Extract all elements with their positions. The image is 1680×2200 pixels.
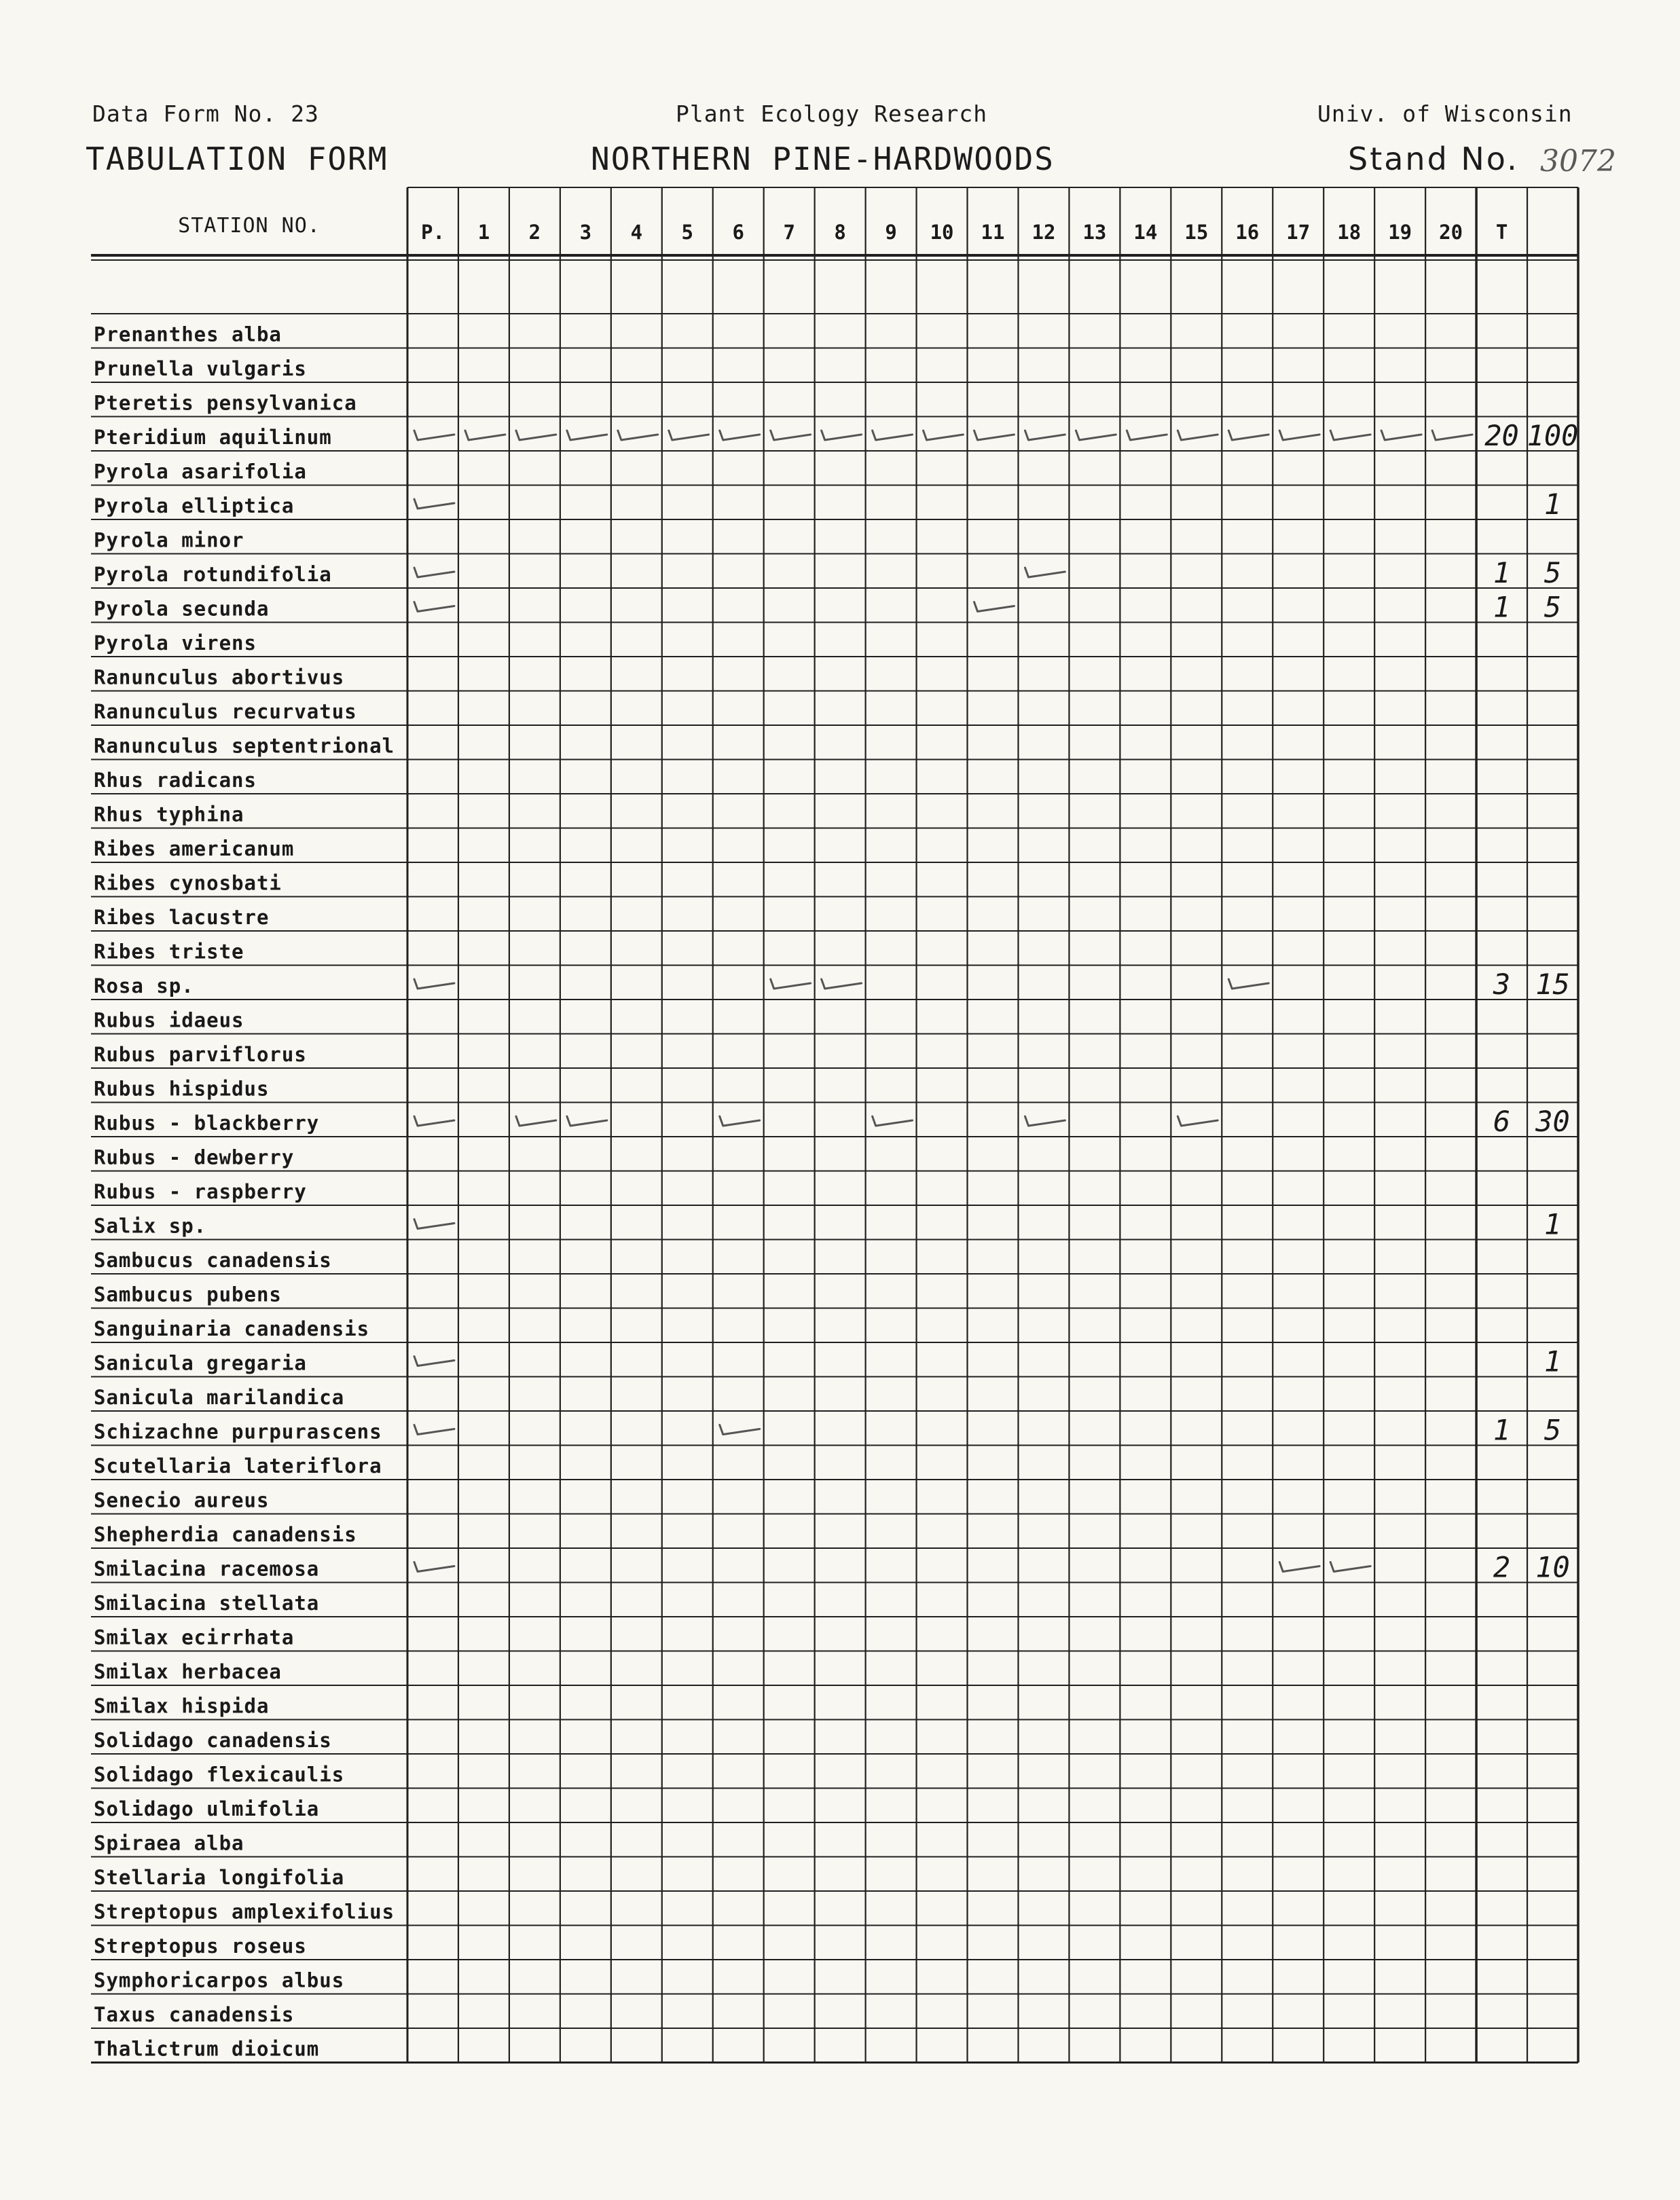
column-header: 1 [477,221,490,244]
species-name: Prunella vulgaris [94,357,307,380]
check-mark [567,1116,607,1126]
total-count: 1 [1493,556,1511,589]
percent-frequency: 100 [1527,419,1579,452]
column-header: 20 [1439,221,1463,244]
percent-frequency: 30 [1535,1105,1570,1138]
check-mark [516,1116,556,1126]
form-subtitle: NORTHERN PINE-HARDWOODS [591,141,1055,177]
percent-frequency: 15 [1535,968,1570,1001]
station-no-label: STATION NO. [178,214,321,238]
species-name: Smilax ecirrhata [94,1626,295,1649]
species-name: Rhus typhina [94,803,244,826]
check-mark [720,1116,760,1126]
column-header: 13 [1082,221,1107,244]
species-name: Solidago canadensis [94,1729,332,1752]
column-header: 17 [1286,221,1311,244]
check-mark [414,979,454,989]
check-mark [873,1116,913,1126]
check-mark [974,602,1015,612]
check-mark [669,430,709,440]
species-name: Solidago flexicaulis [94,1763,345,1786]
species-name: Pteridium aquilinum [94,426,332,449]
total-count: 1 [1493,590,1511,624]
species-name: Solidago ulmifolia [94,1797,320,1820]
total-count: 20 [1484,419,1519,452]
check-mark [1076,430,1116,440]
column-header: 6 [732,221,744,244]
check-mark [974,430,1015,440]
species-name: Ranunculus abortivus [94,665,345,689]
species-name: Stellaria longifolia [94,1866,345,1889]
check-mark [414,1116,454,1126]
species-name: Taxus canadensis [94,2003,295,2026]
species-name: Rubus idaeus [94,1008,244,1032]
percent-frequency: 5 [1544,1413,1562,1447]
percent-frequency: 5 [1544,590,1562,624]
column-header: 11 [981,221,1005,244]
institution: Univ. of Wisconsin [1317,100,1573,127]
species-name: Shepherdia canadensis [94,1523,357,1546]
check-mark [414,430,454,440]
check-mark [822,430,862,440]
species-name: Rubus parviflorus [94,1043,307,1066]
species-name: Ranunculus septentrional [94,734,395,758]
species-name: Pyrola rotundifolia [94,563,332,586]
total-count: 6 [1493,1105,1511,1138]
species-name: Sambucus canadensis [94,1249,332,1272]
check-mark [1279,430,1319,440]
check-mark [414,1220,454,1229]
column-header: 8 [834,221,846,244]
column-header: 15 [1184,221,1209,244]
check-mark [1025,430,1065,440]
check-mark [414,568,454,577]
species-name: Senecio aureus [94,1488,270,1512]
species-name: Rubus - blackberry [94,1112,320,1135]
column-header: 4 [630,221,643,244]
column-header: T [1495,221,1508,244]
species-name: Spiraea alba [94,1831,244,1855]
species-name: Pyrola minor [94,528,244,552]
species-name: Rubus - dewberry [94,1145,295,1169]
column-header: 10 [930,221,954,244]
species-name: Smilax herbacea [94,1660,282,1683]
check-mark [414,1425,454,1435]
check-mark [1127,430,1167,440]
species-name: Smilacina stellata [94,1592,320,1615]
species-name: Rubus - raspberry [94,1180,307,1203]
species-name: Sanicula gregaria [94,1351,307,1375]
species-name: Sanguinaria canadensis [94,1317,370,1340]
percent-frequency: 1 [1544,488,1562,521]
species-name: Streptopus roseus [94,1935,307,1958]
species-name: Ribes cynosbati [94,871,282,895]
check-mark [1228,430,1268,440]
check-mark [618,430,658,440]
species-name: Streptopus amplexifolius [94,1900,395,1924]
percent-frequency: 10 [1535,1550,1570,1584]
total-count: 2 [1493,1550,1511,1584]
species-name: Thalictrum dioicum [94,2037,320,2061]
check-mark [1177,1116,1218,1126]
percent-frequency: 5 [1544,556,1562,589]
species-name: Ribes lacustre [94,906,270,929]
check-mark [720,430,760,440]
column-header: P. [421,221,445,244]
species-name: Smilacina racemosa [94,1557,320,1581]
check-mark [1228,979,1268,989]
column-header: 18 [1337,221,1362,244]
total-count: 3 [1493,968,1511,1001]
species-name: Pyrola elliptica [94,494,295,517]
stand-number: 3072 [1540,144,1616,179]
species-name: Pyrola virens [94,631,257,655]
column-header: 16 [1235,221,1260,244]
column-header: 2 [528,221,541,244]
check-mark [414,1357,454,1366]
check-mark [414,602,454,612]
check-mark [873,430,913,440]
check-mark [1025,1116,1065,1126]
check-mark [414,499,454,509]
species-name: Ranunculus recurvatus [94,700,357,723]
check-mark [1330,1562,1370,1572]
column-header: 14 [1133,221,1158,244]
species-name: Rubus hispidus [94,1077,270,1101]
column-header: 3 [579,221,592,244]
species-name: Salix sp. [94,1214,207,1238]
check-mark [567,430,607,440]
column-header: 9 [885,221,897,244]
lab-name: Plant Ecology Research [676,100,988,127]
check-mark [516,430,556,440]
check-mark [1432,430,1472,440]
check-mark [771,430,811,440]
check-mark [1381,430,1421,440]
check-mark [720,1425,760,1435]
percent-frequency: 1 [1544,1344,1562,1378]
stand-label: Stand No. [1348,141,1519,177]
check-mark [1177,430,1218,440]
species-name: Smilax hispida [94,1694,270,1718]
total-count: 1 [1493,1413,1511,1447]
species-name: Pteretis pensylvanica [94,391,357,415]
check-mark [924,430,964,440]
check-mark [1279,1562,1319,1572]
species-name: Symphoricarpos albus [94,1968,345,1992]
column-header: 7 [783,221,795,244]
check-mark [465,430,505,440]
species-name: Rosa sp. [94,974,194,997]
check-mark [771,979,811,989]
check-mark [414,1562,454,1572]
species-name: Pyrola secunda [94,597,270,621]
species-name: Ribes triste [94,940,244,964]
species-name: Scutellaria lateriflora [94,1454,382,1478]
form-title: TABULATION FORM [86,141,388,177]
check-mark [1025,568,1065,577]
check-mark [1330,430,1370,440]
species-name: Ribes americanum [94,837,295,860]
column-header: 12 [1031,221,1056,244]
species-name: Prenanthes alba [94,323,282,346]
percent-frequency: 1 [1544,1207,1562,1241]
column-header: 5 [681,221,693,244]
species-name: Sanicula marilandica [94,1386,345,1409]
column-header: 19 [1388,221,1412,244]
species-name: Sambucus pubens [94,1283,282,1306]
form-number: Data Form No. 23 [92,100,319,127]
species-name: Schizachne purpurascens [94,1420,382,1444]
check-mark [822,979,862,989]
species-name: Pyrola asarifolia [94,460,307,483]
species-name: Rhus radicans [94,769,257,792]
